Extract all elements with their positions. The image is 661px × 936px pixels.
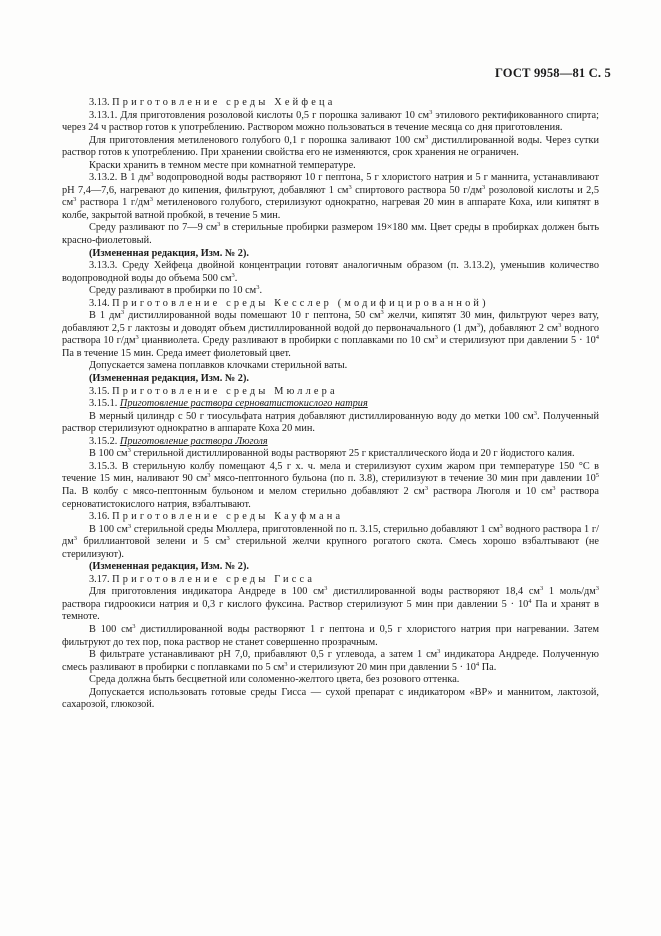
section-number: 3.16. — [89, 511, 110, 523]
section-heading — [62, 574, 599, 587]
amendment-note: (Измененная редакция, Изм. № 2). — [89, 373, 249, 385]
section-title: Приготовление среды Кесслер (модифицированной) — [112, 297, 489, 309]
amendment-note: (Измененная редакция, Изм. № 2). — [89, 247, 249, 259]
body-paragraph: Для приготовления индикатора Андреде в 100 $см^3$ дистиллированной воды растворяют 18,4 $см^3$ 1 моль/$дм^3$ раствора гидроокиси натрия и 0,3 г кислого фуксина. Раствор стерилизуют 5 мин при давлении $5 \cdot 10^4$ Па и хранят в темноте. — [62, 585, 599, 623]
body-paragraph: 3.13.3. Среду Хейфеца двойной концентрации готовят аналогичным образом (п. 3.13.2), уменьшив количество водопроводной воды до объема 500 $см^3$. — [62, 260, 599, 284]
section-number: 3.14. — [89, 297, 110, 309]
body-paragraph: 3.13.1. Для приготовления розоловой кислоты 0,5 г порошка заливают 10 $см^3$ этилового ректификованного спирта; через 24 ч раствор готов к употреблению. Раствором можно пользоваться в течение месяца со дня приготовления. — [62, 108, 599, 134]
body-paragraph: В фильтрате устанавливают pH 7,0, прибавляют 0,5 г углевода, а затем 1 $см^3$ индикатора Андреде. Полученную смесь разливают в пробирки с поплавками по 5 $см^3$ и стерилизуют 20 мин при давлении $5 \cdot 10^4$ Па. — [62, 648, 599, 673]
section-title: Приготовление среды Гисса — [112, 573, 316, 585]
body-paragraph: 3.15.1. Приготовление раствора серноватистокислого натрия — [89, 398, 368, 410]
body-paragraph: Допускается замена поплавков клочками стерильной ваты. — [89, 360, 348, 372]
section-title: Приготовление среды Кауфмана — [112, 511, 344, 523]
body-paragraph: Для приготовления метиленового голубого 0,1 г порошка заливают 100 $см^3$ дистиллированной воды. Через сутки раствор готов к употреблению. При хранении свойства его не изменяются, срок хранения не ограничен. — [62, 133, 599, 159]
body-paragraph: 3.13.2. В 1 $дм^3$ водопроводной воды растворяют 10 г пептона, 5 г хлористого натрия и 5 г маннита, устанавливают pH 7,4—7,6, нагревают до кипения, фильтруют, добавляют 1 $см^3$ спиртового раствора 50 $г/дм^3$ розоловой кислоты и 2,5 $см^3$ раствора 1 $г/дм^3$ метиленового голубого, стерилизуют однократно, нагревая 20 мин в аппарате Коха, или кипятят в колбе, закрытой ватной пробкой, в течение 5 мин. — [62, 171, 599, 221]
section-heading — [62, 386, 599, 399]
body-paragraph: Допускается использовать готовые среды Гисса — сухой препарат с индикатором «ВР» и маннитом, лактозой, сахарозой, глюкозой. — [62, 686, 599, 711]
body-paragraph: Краски хранить в темном месте при комнатной температуре. — [89, 159, 356, 171]
section-heading — [62, 511, 599, 524]
body-paragraph: Среду разливают по 7—9 $см^3$ в стерильные пробирки размером 19×180 мм. Цвет среды в пробирках должен быть красно-фиолетовый. — [62, 221, 600, 247]
section-number: 3.15. — [89, 385, 110, 397]
section-title: Приготовление среды Хейфеца — [112, 97, 336, 108]
page-header: ГОСТ 9958—81 С. 5 — [494, 66, 611, 80]
body-paragraph: В 100 $см^3$ стерильной среды Мюллера, приготовленной по п. 3.15, стерильно добавляют 1 $см^3$ водного раствора 1 $г/дм^3$ бриллиантовой зелени и 5 $см^3$ стерильной желчи крупного рогатого скота. Смесь хорошо взбалтывают (не стерилизуют). — [62, 522, 599, 560]
body-paragraph: В 100 $см^3$ стерильной дистиллированной воды растворяют 25 г кристаллического йода и 20 г йодистого калия. — [89, 447, 575, 460]
body-paragraph: В 1 $дм^3$ дистиллированной воды помешают 10 г пептона, 50 $см^3$ желчи, кипятят 30 мин, фильтруют через вату, добавляют 2,5 г лактозы и доводят объем дистиллированной водой до первоначального (1 $дм^3$), добавляют 2 $см^3$ водного раствора 10 $г/дм^3$ цианвиолета. Среду разливают в пробирки с поплавками по 10 $см^3$ и стерилизуют при давлении $5 \cdot 10^4$ Па в течение 15 мин. Среда имеет фиолетовый цвет. — [62, 309, 600, 359]
document-body — [62, 97, 599, 712]
amendment-note: (Измененная редакция, Изм. № 2). — [89, 561, 249, 573]
section-number: 3.13. — [89, 97, 110, 108]
body-paragraph: 3.15.3. В стерильную колбу помещают 4,5 г х. ч. мела и стерилизуют сухим жаром при температуре 150 °С в течение 15 мин, наливают 90 $см^3$ мясо-пептонного бульона (по п. 3.8), стерилизуют в течение 30 мин при давлении $10^5$ Па. В колбу с мясо-пептонным бульоном и мелом стерильно добавляют 2 $см^3$ раствора Люголя и 10 $см^3$ раствора серноватистокислого натрия, взбалтывают. — [62, 460, 599, 510]
body-paragraph: В мерный цилиндр с 50 г тиосульфата натрия добавляют дистиллированную воду до метки 100 $см^3$. Полученный раствор стерилизуют однократно в аппарате Коха 20 мин. — [62, 409, 599, 435]
body-paragraph: Среда должна быть бесцветной или соломенно-желтого цвета, без розового оттенка. — [89, 674, 460, 686]
section-heading — [62, 97, 599, 110]
section-number: 3.17. — [89, 573, 110, 585]
body-paragraph: 3.15.2. Приготовление раствора Люголя — [89, 435, 268, 447]
body-paragraph: Среду разливают в пробирки по 10 $см^3$. — [89, 284, 263, 297]
section-heading — [62, 298, 599, 311]
body-paragraph: В 100 $см^3$ дистиллированной воды растворяют 1 г пептона и 0,5 г хлористого натрия при нагревании. Затем фильтруют до тех пор, пока раствор не станет совершенно прозрачным. — [62, 622, 599, 648]
section-title: Приготовление среды Мюллера — [112, 385, 338, 397]
